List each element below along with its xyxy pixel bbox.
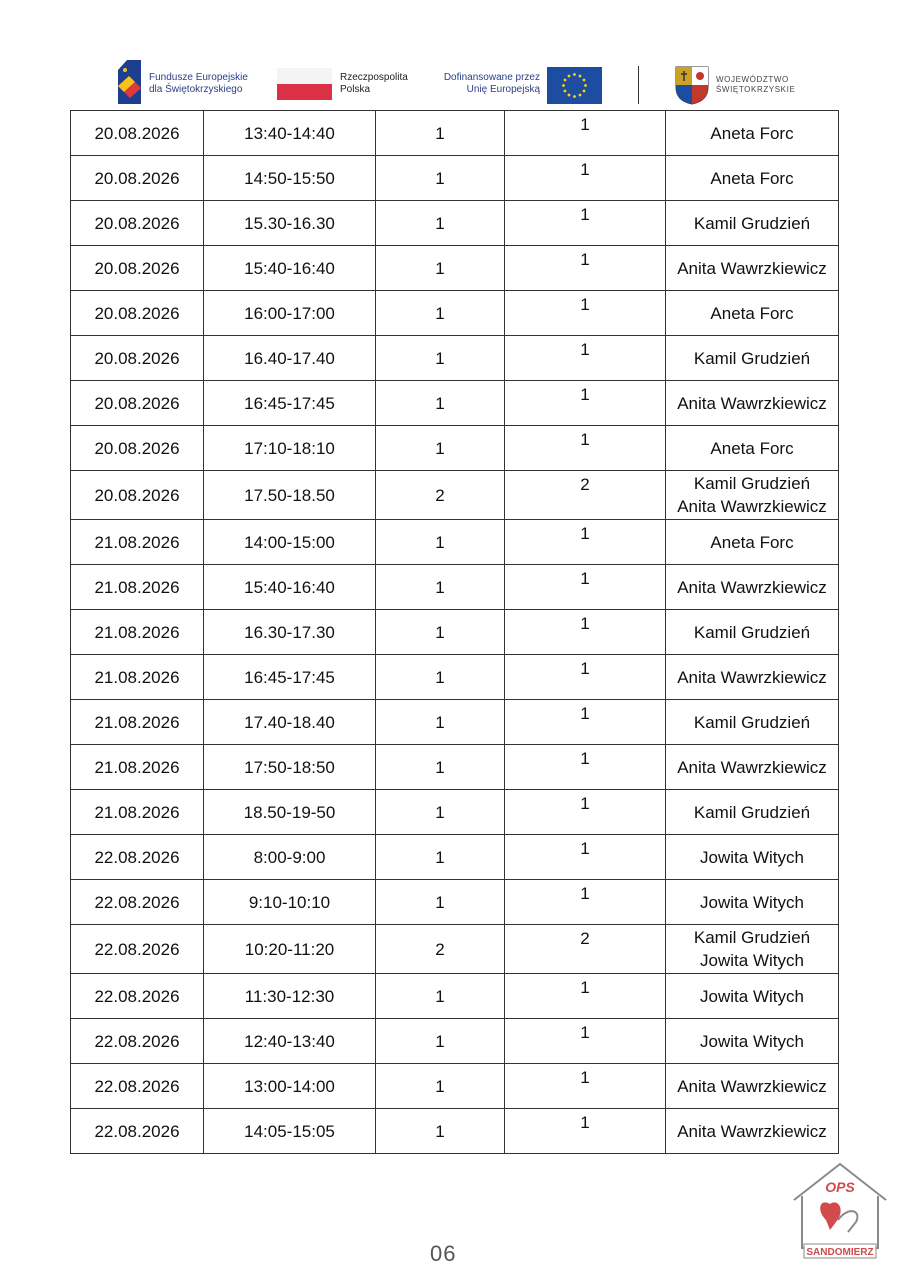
woj-line-1: WOJEWÓDZTWO bbox=[716, 75, 789, 84]
table-row bbox=[71, 880, 839, 925]
eu-star bbox=[579, 75, 582, 78]
count-cell: 1 bbox=[376, 1109, 505, 1154]
specialist-cell bbox=[666, 880, 839, 925]
rp-line-1: Rzeczpospolita bbox=[340, 72, 408, 83]
woj-line-2: ŚWIĘTOKRZYSKIE bbox=[716, 85, 796, 94]
count-cell-2: 1 bbox=[505, 974, 666, 1019]
time-cell: 17:10-18:10 bbox=[204, 426, 376, 471]
specialist-name: Kamil Grudzień bbox=[693, 928, 811, 947]
eu-star bbox=[573, 95, 576, 98]
count-cell-2: 1 bbox=[505, 1109, 666, 1154]
time-cell: 14:05-15:05 bbox=[204, 1109, 376, 1154]
date-cell: 20.08.2026 bbox=[71, 291, 204, 336]
count-cell-2: 1 bbox=[505, 655, 666, 700]
count-cell: 1 bbox=[376, 246, 505, 291]
table-row bbox=[71, 1019, 839, 1064]
specialist-name: Aneta Forc bbox=[710, 438, 794, 458]
count-cell: 1 bbox=[376, 790, 505, 835]
count-cell: 1 bbox=[376, 111, 505, 156]
date-cell: 20.08.2026 bbox=[71, 381, 204, 426]
date-cell: 21.08.2026 bbox=[71, 790, 204, 835]
date-cell: 22.08.2026 bbox=[71, 880, 204, 925]
count-cell: 1 bbox=[376, 700, 505, 745]
specialist-name: Jowita Witych bbox=[700, 1031, 804, 1051]
date-cell: 20.08.2026 bbox=[71, 201, 204, 246]
count-cell-2: 1 bbox=[505, 201, 666, 246]
count-cell-2: 1 bbox=[505, 700, 666, 745]
count-cell-2: 2 bbox=[505, 471, 666, 520]
specialist-name: Anita Wawrzkiewicz bbox=[677, 393, 827, 413]
eu-star bbox=[579, 94, 582, 97]
table-row bbox=[71, 520, 839, 565]
time-cell: 17.40-18.40 bbox=[204, 700, 376, 745]
count-cell: 1 bbox=[376, 426, 505, 471]
table-row bbox=[71, 201, 839, 246]
specialist-cell bbox=[666, 745, 839, 790]
rp-line-2: Polska bbox=[340, 84, 371, 95]
count-cell: 1 bbox=[376, 565, 505, 610]
specialist-name: Kamil Grudzień bbox=[693, 213, 811, 233]
count-cell-2: 1 bbox=[505, 426, 666, 471]
specialist-cell bbox=[666, 925, 839, 974]
date-cell: 21.08.2026 bbox=[71, 610, 204, 655]
count-cell: 1 bbox=[376, 381, 505, 426]
specialist-cell bbox=[666, 111, 839, 156]
count-cell: 1 bbox=[376, 880, 505, 925]
polish-flag bbox=[277, 68, 332, 100]
count-cell: 1 bbox=[376, 974, 505, 1019]
specialist-name: Kamil Grudzień bbox=[693, 474, 811, 493]
specialist-name: Anita Wawrzkiewicz bbox=[677, 1076, 827, 1096]
eu-star bbox=[562, 84, 565, 87]
table-row bbox=[71, 471, 839, 520]
specialist-name: Jowita Witych bbox=[700, 986, 804, 1006]
specialist-name: Jowita Witych bbox=[700, 892, 804, 912]
european-funds-logo bbox=[115, 58, 143, 106]
count-cell-2: 1 bbox=[505, 111, 666, 156]
specialist-cell bbox=[666, 655, 839, 700]
count-cell-2: 1 bbox=[505, 291, 666, 336]
specialist-name: Aneta Forc bbox=[710, 168, 794, 188]
time-cell: 13:00-14:00 bbox=[204, 1064, 376, 1109]
date-cell: 22.08.2026 bbox=[71, 925, 204, 974]
time-cell: 9:10-10:10 bbox=[204, 880, 376, 925]
specialist-cell bbox=[666, 156, 839, 201]
table-row bbox=[71, 974, 839, 1019]
specialist-cell bbox=[666, 520, 839, 565]
polish-republic-text bbox=[340, 72, 408, 96]
table-row bbox=[71, 291, 839, 336]
time-cell: 17.50-18.50 bbox=[204, 471, 376, 520]
date-cell: 20.08.2026 bbox=[71, 246, 204, 291]
time-cell: 16.30-17.30 bbox=[204, 610, 376, 655]
eu-star bbox=[564, 90, 567, 93]
table-row bbox=[71, 246, 839, 291]
date-cell: 21.08.2026 bbox=[71, 745, 204, 790]
time-cell: 15:40-16:40 bbox=[204, 246, 376, 291]
table-row bbox=[71, 381, 839, 426]
count-cell: 1 bbox=[376, 1064, 505, 1109]
specialist-name: Anita Wawrzkiewicz bbox=[677, 258, 827, 278]
specialist-cell bbox=[666, 610, 839, 655]
stamp-top-text: OPS bbox=[825, 1179, 855, 1195]
specialist-cell bbox=[666, 835, 839, 880]
eu-star bbox=[568, 94, 571, 97]
table-row bbox=[71, 426, 839, 471]
ops-stamp bbox=[790, 1160, 890, 1260]
table-row bbox=[71, 1109, 839, 1154]
count-cell: 1 bbox=[376, 655, 505, 700]
date-cell: 20.08.2026 bbox=[71, 426, 204, 471]
table-row bbox=[71, 925, 839, 974]
specialist-name: Kamil Grudzień bbox=[693, 712, 811, 732]
specialist-cell bbox=[666, 471, 839, 520]
specialist-cell bbox=[666, 1064, 839, 1109]
eu-star bbox=[564, 79, 567, 82]
count-cell-2: 1 bbox=[505, 790, 666, 835]
date-cell: 21.08.2026 bbox=[71, 700, 204, 745]
count-cell-2: 1 bbox=[505, 381, 666, 426]
header-separator bbox=[638, 66, 639, 104]
count-cell: 1 bbox=[376, 201, 505, 246]
count-cell-2: 1 bbox=[505, 835, 666, 880]
specialist-name: Anita Wawrzkiewicz bbox=[677, 757, 827, 777]
eu-star bbox=[573, 73, 576, 76]
eu-star bbox=[584, 84, 587, 87]
time-cell: 16.40-17.40 bbox=[204, 336, 376, 381]
count-cell: 2 bbox=[376, 471, 505, 520]
specialist-cell bbox=[666, 246, 839, 291]
logo-bar bbox=[0, 0, 900, 110]
coat-of-arms-icon bbox=[674, 65, 710, 105]
count-cell: 1 bbox=[376, 156, 505, 201]
table-row bbox=[71, 336, 839, 381]
page-number: 06 bbox=[430, 1241, 457, 1266]
count-cell: 1 bbox=[376, 291, 505, 336]
eu-line-2: Unię Europejską bbox=[466, 84, 540, 95]
specialist-name: Anita Wawrzkiewicz bbox=[677, 667, 827, 687]
date-cell: 21.08.2026 bbox=[71, 655, 204, 700]
time-cell: 18.50-19-50 bbox=[204, 790, 376, 835]
schedule-body bbox=[71, 111, 839, 1154]
table-row bbox=[71, 156, 839, 201]
specialist-cell bbox=[666, 1109, 839, 1154]
stamp-bottom-text: SANDOMIERZ bbox=[806, 1247, 874, 1258]
date-cell: 20.08.2026 bbox=[71, 111, 204, 156]
time-cell: 15.30-16.30 bbox=[204, 201, 376, 246]
count-cell-2: 1 bbox=[505, 246, 666, 291]
specialist-name: Anita Wawrzkiewicz bbox=[677, 577, 827, 597]
count-cell-2: 1 bbox=[505, 1019, 666, 1064]
voivodeship-text bbox=[716, 75, 795, 95]
count-cell-2: 2 bbox=[505, 925, 666, 974]
count-cell-2: 1 bbox=[505, 610, 666, 655]
date-cell: 20.08.2026 bbox=[71, 471, 204, 520]
eu-line-1: Dofinansowane przez bbox=[443, 72, 540, 83]
time-cell: 10:20-11:20 bbox=[204, 925, 376, 974]
specialist-cell bbox=[666, 700, 839, 745]
date-cell: 20.08.2026 bbox=[71, 336, 204, 381]
eu-flag bbox=[547, 67, 602, 104]
count-cell: 2 bbox=[376, 925, 505, 974]
specialist-name: Kamil Grudzień bbox=[693, 348, 811, 368]
table-row bbox=[71, 565, 839, 610]
specialist-name: Aneta Forc bbox=[710, 303, 794, 323]
specialist-name: Kamil Grudzień bbox=[693, 802, 811, 822]
time-cell: 16:45-17:45 bbox=[204, 381, 376, 426]
specialist-cell bbox=[666, 1019, 839, 1064]
specialist-cell bbox=[666, 974, 839, 1019]
count-cell: 1 bbox=[376, 520, 505, 565]
date-cell: 22.08.2026 bbox=[71, 1064, 204, 1109]
fe-line-2: dla Świętokrzyskiego bbox=[149, 84, 243, 95]
count-cell-2: 1 bbox=[505, 156, 666, 201]
count-cell: 1 bbox=[376, 1019, 505, 1064]
time-cell: 16:45-17:45 bbox=[204, 655, 376, 700]
specialist-cell bbox=[666, 565, 839, 610]
specialist-cell bbox=[666, 790, 839, 835]
count-cell-2: 1 bbox=[505, 336, 666, 381]
date-cell: 20.08.2026 bbox=[71, 156, 204, 201]
fe-line-1: Fundusze Europejskie bbox=[149, 72, 248, 83]
count-cell: 1 bbox=[376, 610, 505, 655]
time-cell: 12:40-13:40 bbox=[204, 1019, 376, 1064]
count-cell-2: 1 bbox=[505, 745, 666, 790]
date-cell: 22.08.2026 bbox=[71, 974, 204, 1019]
date-cell: 22.08.2026 bbox=[71, 835, 204, 880]
eu-star bbox=[583, 90, 586, 93]
date-cell: 21.08.2026 bbox=[71, 520, 204, 565]
specialist-cell bbox=[666, 336, 839, 381]
specialist-cell bbox=[666, 426, 839, 471]
eu-star bbox=[568, 75, 571, 78]
time-cell: 15:40-16:40 bbox=[204, 565, 376, 610]
time-cell: 11:30-12:30 bbox=[204, 974, 376, 1019]
count-cell-2: 1 bbox=[505, 880, 666, 925]
count-cell-2: 1 bbox=[505, 565, 666, 610]
time-cell: 16:00-17:00 bbox=[204, 291, 376, 336]
time-cell: 13:40-14:40 bbox=[204, 111, 376, 156]
european-funds-text bbox=[149, 72, 248, 96]
count-cell: 1 bbox=[376, 336, 505, 381]
table-row bbox=[71, 835, 839, 880]
count-cell: 1 bbox=[376, 745, 505, 790]
table-row bbox=[71, 790, 839, 835]
count-cell: 1 bbox=[376, 835, 505, 880]
specialist-name: Jowita Witych bbox=[700, 951, 804, 970]
specialist-cell bbox=[666, 291, 839, 336]
eu-cofinanced-text bbox=[420, 72, 540, 96]
date-cell: 21.08.2026 bbox=[71, 565, 204, 610]
table-row bbox=[71, 111, 839, 156]
table-row bbox=[71, 610, 839, 655]
specialist-name: Aneta Forc bbox=[710, 532, 794, 552]
date-cell: 22.08.2026 bbox=[71, 1019, 204, 1064]
table-row bbox=[71, 700, 839, 745]
specialist-name: Jowita Witych bbox=[700, 847, 804, 867]
specialist-cell bbox=[666, 381, 839, 426]
eu-star bbox=[583, 79, 586, 82]
time-cell: 14:00-15:00 bbox=[204, 520, 376, 565]
time-cell: 8:00-9:00 bbox=[204, 835, 376, 880]
time-cell: 17:50-18:50 bbox=[204, 745, 376, 790]
table-row bbox=[71, 655, 839, 700]
specialist-name: Aneta Forc bbox=[710, 123, 794, 143]
count-cell-2: 1 bbox=[505, 520, 666, 565]
date-cell: 22.08.2026 bbox=[71, 1109, 204, 1154]
table-row bbox=[71, 1064, 839, 1109]
table-row bbox=[71, 745, 839, 790]
specialist-name: Anita Wawrzkiewicz bbox=[677, 1121, 827, 1141]
specialist-name: Kamil Grudzień bbox=[693, 622, 811, 642]
count-cell-2: 1 bbox=[505, 1064, 666, 1109]
specialist-name: Anita Wawrzkiewicz bbox=[677, 497, 827, 516]
specialist-cell bbox=[666, 201, 839, 246]
schedule-table bbox=[70, 110, 839, 1154]
time-cell: 14:50-15:50 bbox=[204, 156, 376, 201]
